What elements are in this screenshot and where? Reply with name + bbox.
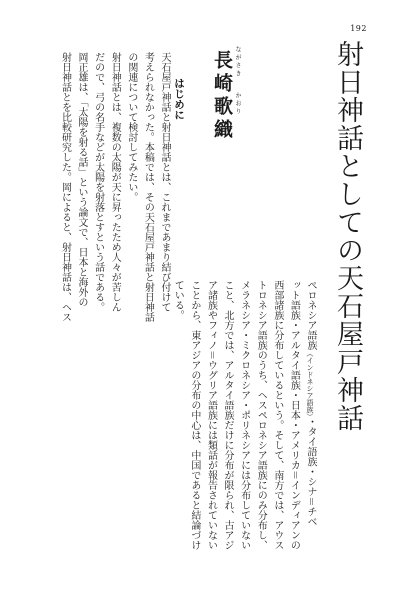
body-line: ット語族・アルタイ語族・日本・アメリカ＝インディアンの (288, 280, 300, 550)
body-line: 考えられなかった。本稿では、その天石屋戸神話と射日神話 (142, 52, 154, 322)
body-line: ことから、東アジアの分布の中心は、中国であると結論づけ (188, 280, 200, 550)
body-line: メラネシア・ミクロネシア・ポリネシアには分布していない (238, 280, 250, 550)
author-name: 長崎歌織 (211, 50, 233, 142)
body-line: 西部諸族に分布しているという。そして、南方では、アウス (271, 280, 283, 550)
body-line: ぺロネシア語族（インドネシア語族）・タイ語族・シナ＝チベ (305, 280, 316, 527)
section-heading: はじめに (173, 78, 185, 120)
body-line: こと、北方では、アルタイ語族だけに分布が限られ、古アジ (222, 280, 234, 550)
body-line: 天石屋戸神話と射日神話とは、これまであまり結び付けて (159, 52, 170, 312)
body-line: ている。 (172, 280, 184, 320)
body-line-note: （インドネシア語族） (306, 350, 314, 417)
body-line: ア諸族やフィノ＝ウグリア語族には類話が報告されていない (205, 280, 217, 550)
page-number: 192 (350, 24, 367, 33)
author-ruby-given: かおり (234, 92, 241, 116)
body-text-lower (172, 280, 318, 580)
body-line: 射日神話とを比較研究した。岡によると、射日神話は、ヘス (59, 52, 71, 322)
author-ruby-surname: ながさき (234, 46, 241, 78)
body-line: だので、弓の名手などが太陽を射落とすという話である。 (92, 52, 104, 312)
body-line: 岡正雄は、「太陽を射る話」という論文で、日本と海外の (76, 52, 88, 307)
article-title: 射日神話としての天石屋戸神話 (332, 40, 363, 432)
author-ruby (232, 46, 242, 116)
body-text-upper (22, 52, 172, 370)
body-line: トロネシア語族のうち、ヘスペロネシア語族にのみ分布し、 (255, 280, 267, 550)
body-line: の関連について検討してみたい。 (125, 52, 137, 202)
body-line: 射日神話とは、複数の太陽が天に昇ったため人々が苦しん (109, 52, 121, 312)
